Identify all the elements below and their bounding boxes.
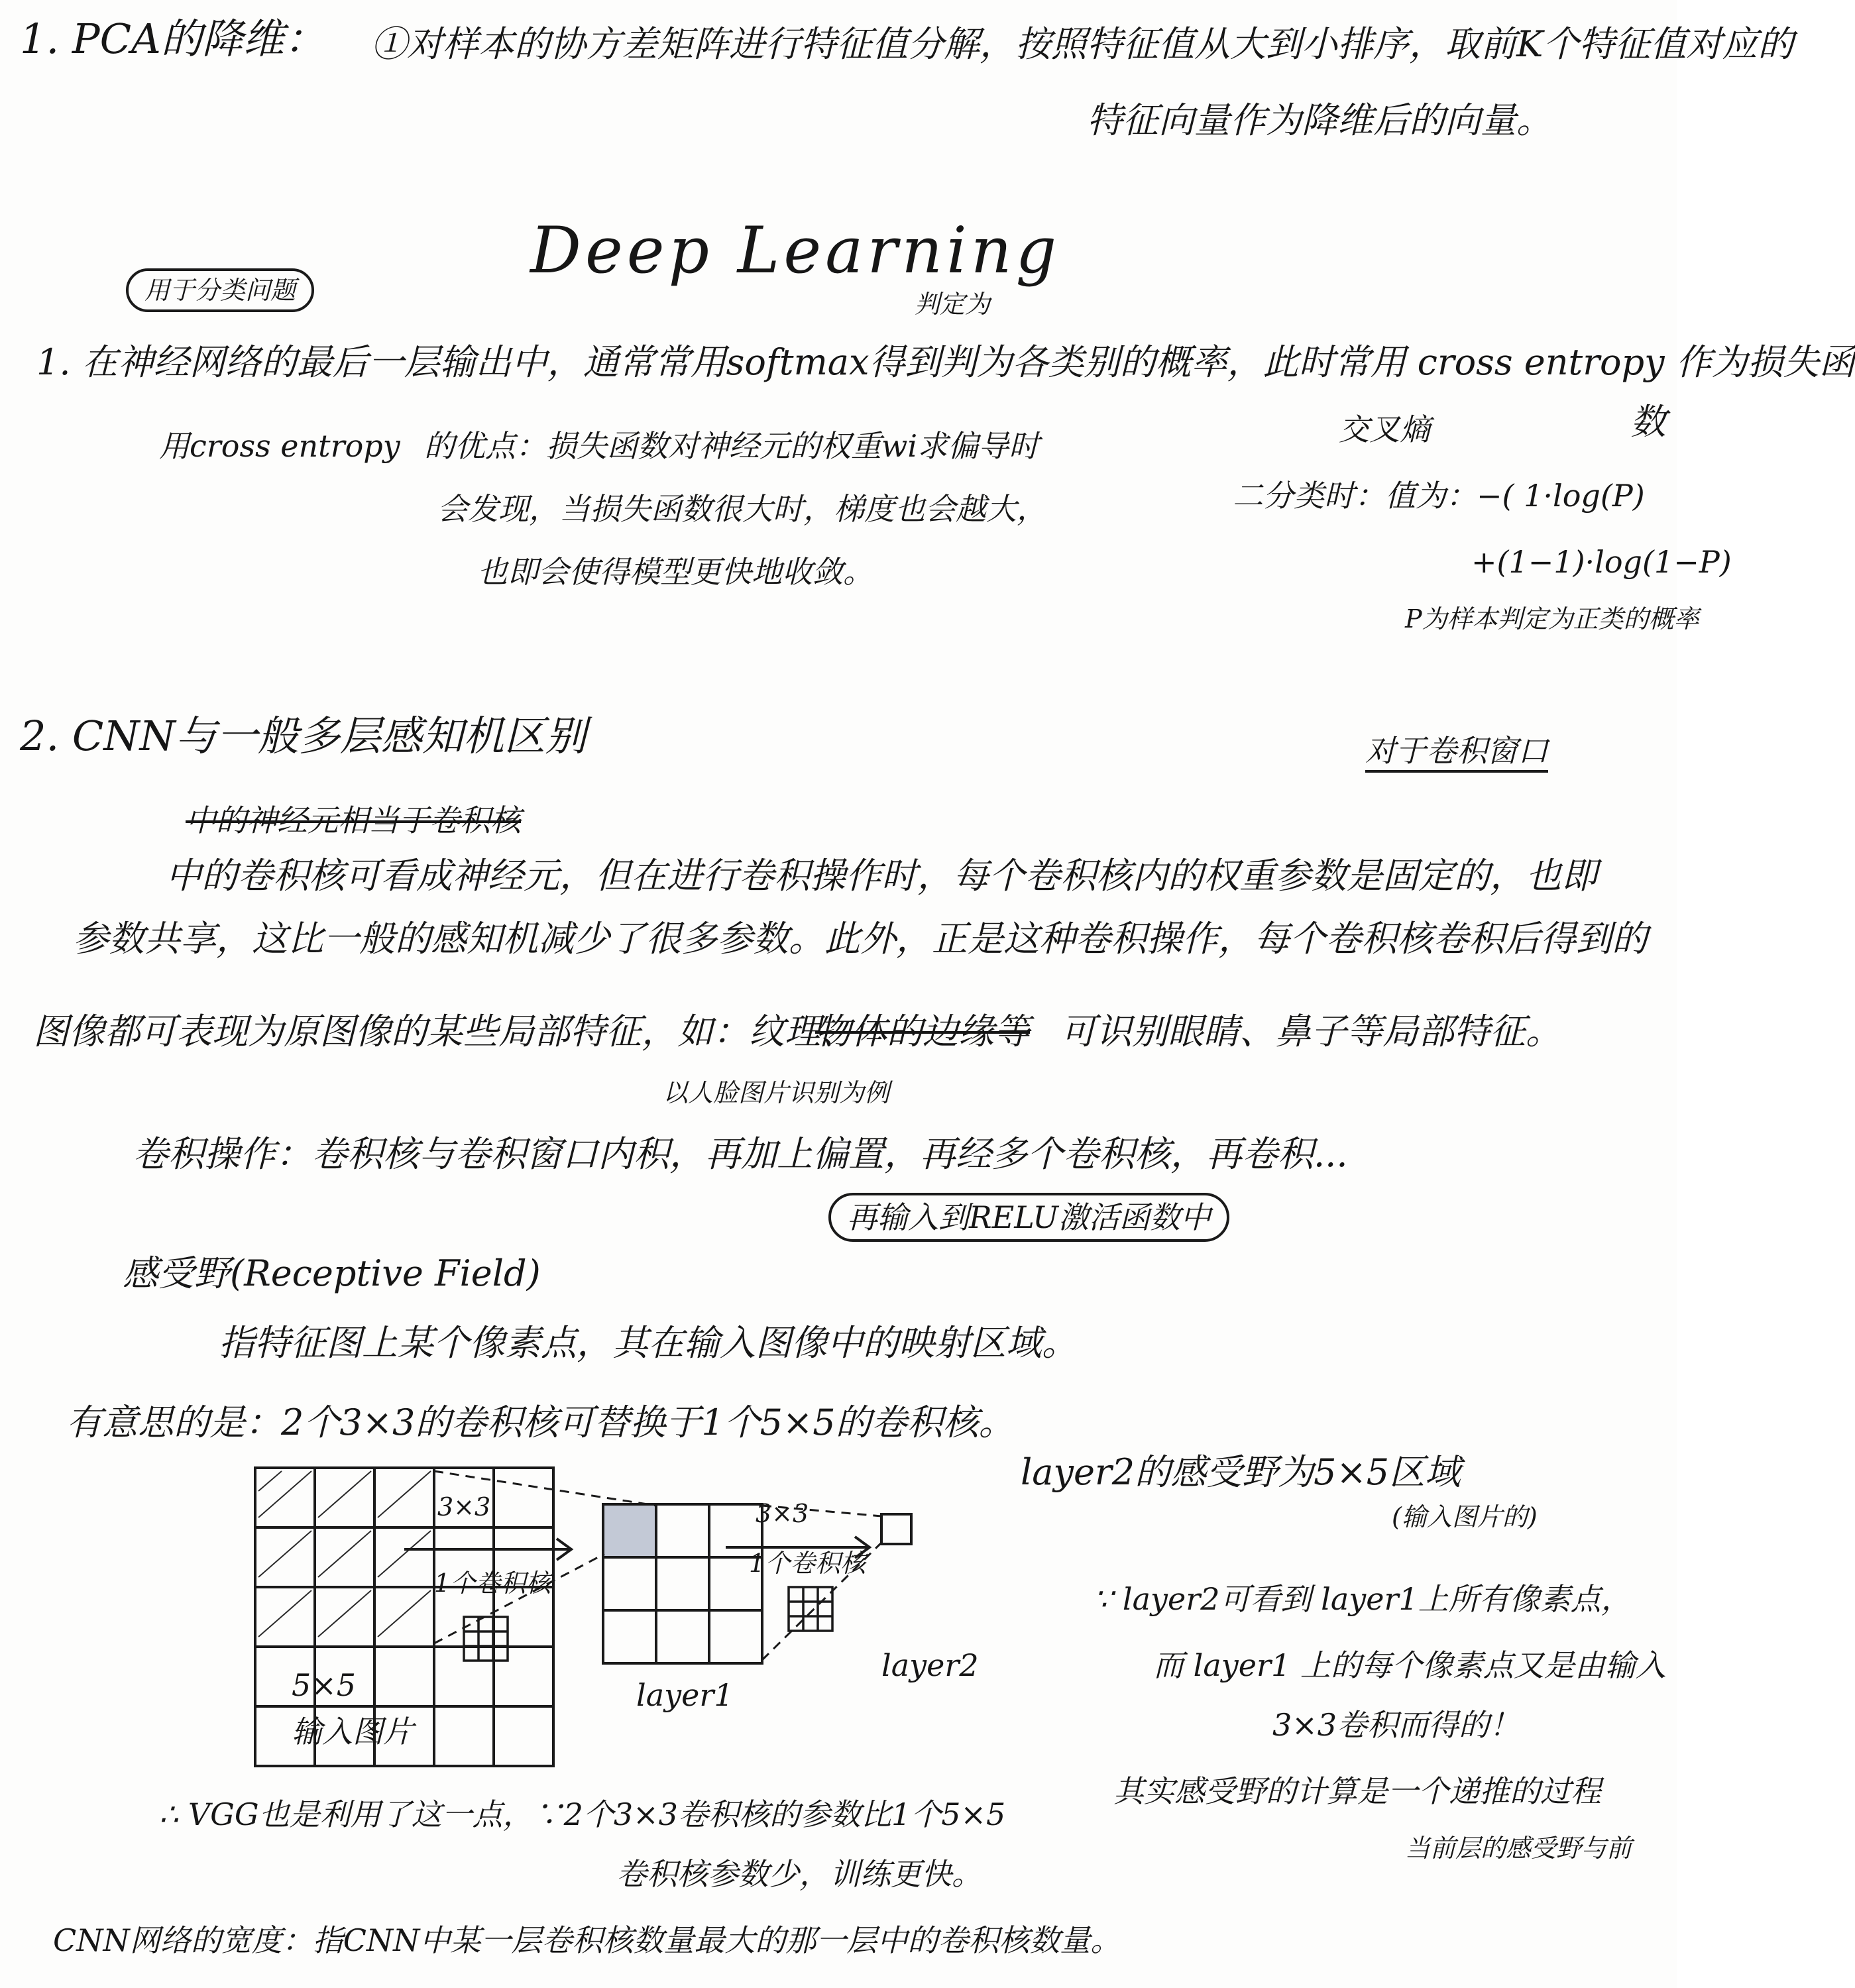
right-note-3: 而 layer1 上的每个像素点又是由输入: [1153, 1647, 1666, 1683]
cnn-struck-line: 中的神经元相当于卷积核: [186, 802, 521, 838]
page-title: Deep Learning: [530, 213, 1061, 288]
vgg-line-2: 卷积核参数少，训练更快。: [616, 1856, 982, 1892]
fig-label-layer1: layer1: [636, 1677, 734, 1713]
kernel-icon-2: [789, 1587, 832, 1631]
cnn-line-1: 中的卷积核可看成神经元，但在进行卷积操作时，每个卷积核内的权重参数是固定的，也即: [166, 855, 1597, 897]
receptive-heading: 感受野(Receptive Field): [123, 1252, 541, 1294]
right-note-6: 当前层的感受野与前: [1405, 1834, 1632, 1863]
fig-kernel-2-size: 3×3: [756, 1499, 809, 1528]
cnn-line-3-struck: 物体的边缘等: [815, 1011, 1030, 1052]
cnn-line-3: 图像都可表现为原图像的某些局部特征，如：纹理、: [33, 1011, 856, 1052]
annotation-decide: 判定为: [915, 290, 991, 319]
cnn-heading: 2. CNN与一般多层感知机区别: [20, 712, 587, 760]
annotation-classify: 用于分类问题: [126, 268, 314, 312]
layer1-highlight: [604, 1506, 655, 1556]
right-note-1: layer2的感受野为5×5区域: [1021, 1451, 1461, 1493]
binary-formula-1: 二分类时：值为：−( 1·log(P): [1233, 478, 1645, 514]
cross-entropy-line-1a: 用cross entropy: [159, 428, 400, 464]
cross-entropy-line-2: 会发现，当损失函数很大时，梯度也会越大，: [437, 491, 1047, 527]
fig-label-layer2: layer2: [881, 1647, 979, 1683]
right-note-2: ∵ layer2可看到 layer1上所有像素点，: [1094, 1581, 1632, 1617]
fig-kernel-1-size: 3×3: [437, 1492, 491, 1521]
cnn-line-2: 参数共享，这比一般的感知机减少了很多参数。此外，正是这种卷积操作，每个卷积核卷积后得到的: [73, 918, 1648, 960]
right-note-1-sub: (输入图片的): [1392, 1502, 1538, 1531]
conv-op-line: 卷积操作：卷积核与卷积窗口内积，再加上偏置，再经多个卷积核，再卷积...: [133, 1133, 1348, 1175]
fig-kernel-2-desc: 1个卷积核: [749, 1549, 866, 1578]
cnn-line-3-tail: 可识别眼睛、鼻子等局部特征。: [1060, 1011, 1561, 1052]
kernel-icon-1: [464, 1617, 508, 1661]
conv-op-box: 再输入到RELU激活函数中: [828, 1193, 1229, 1242]
pca-line-1: ①对样本的协方差矩阵进行特征值分解，按照特征值从大到小排序，取前K个特征值对应的: [371, 23, 1794, 65]
fig-kernel-1-desc: 1个卷积核: [434, 1569, 551, 1598]
fig-label-input-size: 5×5: [292, 1667, 357, 1703]
cross-entropy-cn: 交叉熵: [1339, 412, 1430, 447]
receptive-def: 指特征图上某个像素点，其在输入图像中的映射区域。: [219, 1322, 1078, 1364]
cross-entropy-line-3: 也即会使得模型更快地收敛。: [477, 554, 873, 590]
fig-label-input: 输入图片: [292, 1714, 414, 1749]
dl1-line-1-tail: 数: [1630, 401, 1666, 443]
pca-heading: 1. PCA的降维：: [20, 15, 325, 63]
cross-entropy-line-1b: 的优点：损失函数对神经元的权重wi求偏导时: [424, 428, 1040, 464]
input-grid-shading: [258, 1471, 431, 1637]
right-note-4: 3×3卷积而得的！: [1272, 1707, 1520, 1743]
binary-formula-3: P为样本判定为正类的概率: [1405, 604, 1699, 634]
binary-formula-2: +(1−1)·log(1−P): [1471, 544, 1732, 580]
vgg-line-1: ∴ VGG也是利用了这一点，∵2个3×3卷积核的参数比1个5×5: [159, 1796, 1006, 1832]
dl1-line-1: 1. 在神经网络的最后一层输出中，通常常用softmax得到判为各类别的概率，此时常用 cross entropy 作为损失函: [36, 341, 1855, 383]
right-note-5: 其实感受野的计算是一个递推的过程: [1113, 1773, 1601, 1809]
receptive-interesting: 有意思的是：2个3×3的卷积核可替换于1个5×5的卷积核。: [66, 1402, 1015, 1443]
annotation-window: 对于卷积窗口: [1365, 736, 1548, 773]
pca-line-2: 特征向量作为降维后的向量。: [1087, 99, 1552, 141]
cnn-width-definition: CNN网络的宽度：指CNN中某一层卷积核数量最大的那一层中的卷积核数量。: [53, 1922, 1121, 1958]
layer2-pixel: [881, 1514, 911, 1544]
cnn-line-3-insert: 以人脸图片识别为例: [663, 1078, 890, 1107]
